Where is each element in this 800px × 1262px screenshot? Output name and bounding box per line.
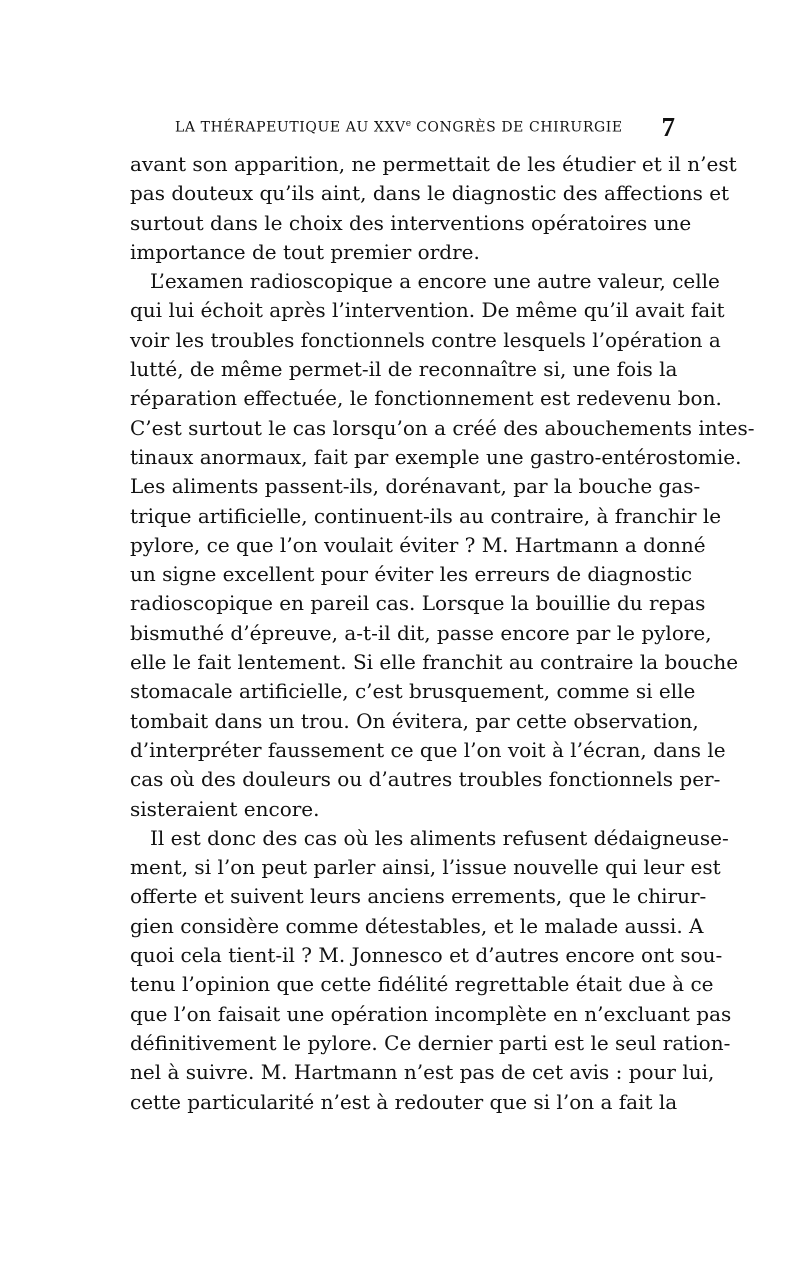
text-line: voir les troubles fonctionnels contre lesquels l’opération a <box>130 327 721 352</box>
text-line: C’est surtout le cas lorsqu’on a créé des abouchements intes- <box>130 415 755 440</box>
text-line: nel à suivre. M. Hartmann n’est pas de cet avis : pour lui, <box>130 1060 715 1085</box>
text-line: L’examen radioscopique a encore une autre valeur, celle <box>150 269 720 294</box>
text-line: elle le fait lentement. Si elle franchit au contraire la bouche <box>130 650 739 675</box>
text-line: quoi cela tient-il ? M. Jonnesco et d’autres encore ont sou- <box>130 943 723 968</box>
text-line: d’interpréter faussement ce que l’on voit à l’écran, dans le <box>130 737 726 762</box>
text-line: cas où des douleurs ou d’autres troubles fonctionnels per- <box>130 767 721 792</box>
text-line: tenu l’opinion que cette fidélité regrettable était due à ce <box>130 972 714 997</box>
text-line: trique artificielle, continuent-ils au contraire, à franchir le <box>130 503 722 528</box>
text-line: radioscopique en pareil cas. Lorsque la bouillie du repas <box>130 591 706 616</box>
text-line: pas douteux qu’ils aint, dans le diagnostic des affections et <box>130 181 730 206</box>
text-line: un signe excellent pour éviter les erreurs de diagnostic <box>130 562 693 587</box>
text-line: qui lui échoit après l’intervention. De même qu’il avait fait <box>130 298 725 323</box>
running-title <box>175 119 623 136</box>
text-line: définitivement le pylore. Ce dernier parti est le seul ration- <box>130 1030 731 1055</box>
text-line: tombait dans un trou. On évitera, par cette observation, <box>130 708 699 733</box>
text-line: ment, si l’on peut parler ainsi, l’issue nouvelle qui leur est <box>130 855 721 880</box>
running-title-superscript: e <box>405 119 412 129</box>
page-number: 7 <box>661 112 675 142</box>
running-title-main: LA THÉRAPEUTIQUE AU XXV <box>175 119 406 136</box>
text-line: Il est donc des cas où les aliments refusent dédaigneuse- <box>150 825 729 850</box>
text-line: sisteraient encore. <box>130 796 320 821</box>
text-line: tinaux anormaux, fait par exemple une gastro-entérostomie. <box>130 444 742 469</box>
text-line: offerte et suivent leurs anciens errements, que le chirur- <box>130 884 707 909</box>
text-line: importance de tout premier ordre. <box>130 239 480 264</box>
text-line: pylore, ce que l’on voulait éviter ? M. Hartmann a donné <box>130 532 706 557</box>
text-line: que l’on faisait une opération incomplète en n’excluant pas <box>130 1001 732 1026</box>
text-line: gien considère comme détestables, et le malade aussi. A <box>130 913 704 938</box>
running-header <box>130 112 675 142</box>
text-line: stomacale artificielle, c’est brusquement, comme si elle <box>130 679 696 704</box>
text-line: lutté, de même permet-il de reconnaître si, une fois la <box>130 357 678 382</box>
running-title-rest: CONGRÈS DE CHIRURGIE <box>411 119 623 136</box>
text-line: Les aliments passent-ils, dorénavant, par la bouche gas- <box>130 474 701 499</box>
body-text <box>130 150 755 1117</box>
text-line: réparation effectuée, le fonctionnement est redevenu bon. <box>130 386 722 411</box>
text-line: avant son apparition, ne permettait de les étudier et il n’est <box>130 152 737 176</box>
text-line: cette particularité n’est à redouter que si l’on a fait la <box>130 1089 678 1114</box>
text-line: surtout dans le choix des interventions opératoires une <box>130 210 692 235</box>
text-line: bismuthé d’épreuve, a-t-il dit, passe encore par le pylore, <box>130 620 712 645</box>
